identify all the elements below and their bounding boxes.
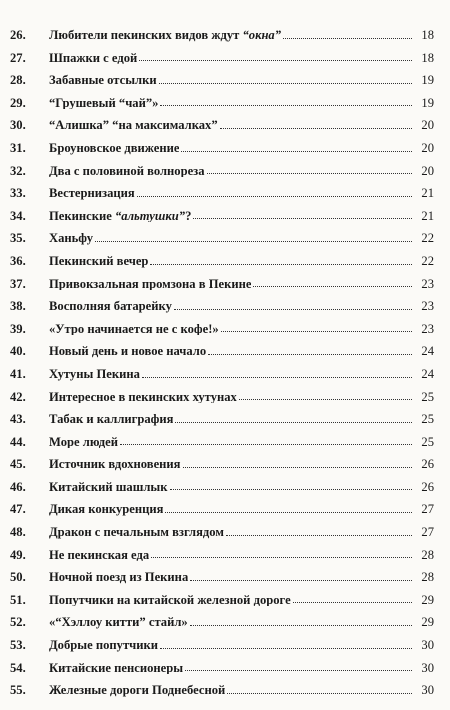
dot-leader: [159, 83, 412, 84]
toc-entry: [10, 652, 434, 675]
dot-leader: [95, 241, 412, 242]
dot-leader: [221, 331, 412, 332]
entry-page-number: 25: [421, 389, 434, 404]
entry-page-number: 22: [421, 253, 434, 268]
entry-title-suffix: ?: [185, 209, 192, 223]
entry-page-number: 25: [421, 412, 434, 427]
entry-title: [49, 616, 188, 629]
entry-title: [49, 119, 218, 132]
dot-leader: [160, 648, 412, 649]
entry-title: [49, 413, 173, 426]
entry-title: [49, 436, 118, 449]
entry-title-text: “Алишка” “на максималках”: [49, 119, 218, 132]
entry-number: 36.: [10, 253, 26, 268]
dot-leader: [253, 286, 412, 287]
entry-title: [49, 74, 157, 87]
entry-title: [49, 323, 219, 336]
entry-number: 43.: [10, 412, 26, 427]
dot-leader: [190, 580, 412, 581]
entry-page-number: 19: [421, 73, 434, 88]
entry-number: 46.: [10, 479, 26, 494]
toc-entry: [10, 358, 434, 381]
toc-entry: [10, 471, 434, 494]
entry-page-number: 23: [421, 321, 434, 336]
entry-title-text: Табак и каллиграфия: [49, 413, 174, 426]
entry-number: 42.: [10, 389, 26, 404]
entry-number: 29.: [10, 95, 26, 110]
entry-number: 31.: [10, 140, 26, 155]
entry-title-text: Любители пекинских видов ждут: [49, 29, 243, 42]
dot-leader: [220, 128, 412, 129]
entry-number: 49.: [10, 547, 26, 562]
entry-title: [49, 481, 168, 494]
entry-number: 45.: [10, 457, 26, 472]
entry-title: [49, 368, 140, 381]
entry-title-text: Вестернизация: [49, 187, 135, 200]
entry-title: [49, 662, 183, 675]
entry-title-text: Шпажки с едой: [49, 51, 138, 65]
entry-page-number: 30: [421, 660, 434, 675]
entry-page-number: 22: [421, 231, 434, 246]
dot-leader: [283, 38, 412, 39]
dot-leader: [183, 467, 413, 468]
dot-leader: [175, 422, 412, 423]
toc-entry: [10, 313, 434, 336]
entry-title: [49, 187, 135, 200]
entry-title-text: “Грушевый “чай”»: [49, 96, 159, 110]
entry-number: 50.: [10, 570, 26, 585]
entry-title: [49, 639, 158, 652]
entry-title: [49, 594, 291, 607]
toc-entry: [10, 177, 434, 200]
dot-leader: [293, 602, 412, 603]
entry-title: [49, 142, 179, 155]
entry-number: 40.: [10, 344, 26, 359]
toc-entry: [10, 493, 434, 516]
entry-number: 44.: [10, 434, 26, 449]
entry-number: 26.: [10, 28, 26, 42]
toc-entry: [10, 539, 434, 562]
entry-page-number: 19: [421, 95, 434, 110]
entry-title: [49, 97, 158, 110]
dot-leader: [137, 196, 412, 197]
table-of-contents: [10, 19, 434, 697]
entry-title-text: Не пекинская еда: [49, 548, 150, 562]
entry-title-text: Китайский шашлык: [49, 480, 168, 494]
toc-entry: [10, 155, 434, 178]
entry-title: [49, 210, 191, 223]
toc-entry: [10, 403, 434, 426]
dot-leader: [207, 173, 412, 174]
toc-entry: [10, 561, 434, 584]
entry-number: 35.: [10, 231, 26, 246]
entry-number: 38.: [10, 299, 26, 314]
dot-leader: [190, 625, 412, 626]
toc-entry: [10, 42, 434, 65]
entry-page-number: 21: [421, 208, 434, 223]
entry-page-number: 26: [421, 479, 434, 494]
entry-number: 34.: [10, 208, 26, 223]
entry-title-text: Интересное в пекинских хутунах: [49, 390, 237, 404]
entry-number: 28.: [10, 73, 26, 88]
dot-leader: [120, 444, 412, 445]
toc-entry: [10, 335, 434, 358]
entry-title: [49, 684, 225, 697]
entry-page-number: 27: [421, 502, 434, 517]
toc-entry: [10, 109, 434, 132]
entry-title: [49, 549, 149, 562]
entry-title-text: Дракон с печальным взглядом: [49, 526, 224, 539]
entry-title-text: Пекинские: [49, 209, 115, 223]
dot-leader: [174, 309, 412, 310]
entry-page-number: 20: [421, 118, 434, 133]
entry-title-text: Броуновское движение: [49, 141, 180, 155]
entry-number: 47.: [10, 502, 26, 517]
entry-title: [49, 255, 148, 268]
entry-page-number: 24: [421, 366, 434, 381]
toc-entry: [10, 674, 434, 697]
entry-page-number: 29: [421, 615, 434, 630]
entry-title-text: Дикая конкуренция: [49, 503, 164, 517]
entry-title-text: «Утро начинается не с кофе!»: [49, 322, 219, 336]
toc-entry: [10, 290, 434, 313]
toc-entry: [10, 64, 434, 87]
toc-entry: [10, 268, 434, 291]
entry-page-number: 30: [421, 683, 434, 698]
toc-entry: [10, 132, 434, 155]
toc-entry: [10, 222, 434, 245]
entry-number: 33.: [10, 186, 26, 201]
toc-entry: [10, 448, 434, 471]
dot-leader: [226, 535, 412, 536]
entry-page-number: 28: [421, 570, 434, 585]
entry-number: 51.: [10, 592, 26, 607]
entry-title-text: Восполняя батарейку: [49, 300, 172, 313]
dot-leader: [185, 670, 412, 671]
entry-title: [49, 345, 206, 358]
toc-entry: [10, 87, 434, 110]
entry-title: [49, 526, 224, 539]
toc-entry: [10, 606, 434, 629]
entry-title-text: Море людей: [49, 435, 118, 449]
toc-entry: [10, 516, 434, 539]
entry-number: 37.: [10, 276, 26, 291]
dot-leader: [239, 399, 412, 400]
entry-page-number: 23: [421, 299, 434, 314]
entry-title-text: Два с половиной волнореза: [49, 164, 205, 178]
toc-entry: [10, 19, 434, 42]
entry-number: 53.: [10, 638, 26, 653]
dot-leader: [227, 693, 412, 694]
entry-title-text: Источник вдохновения: [49, 458, 181, 471]
entry-title-text: Железные дороги Поднебесной: [49, 684, 226, 697]
entry-page-number: 26: [421, 457, 434, 472]
entry-number: 30.: [10, 118, 26, 133]
entry-title: [49, 232, 93, 245]
entry-title-text: Забавные отсылки: [49, 74, 157, 87]
entry-number: 55.: [10, 683, 26, 698]
entry-title-text: Новый день и новое начало: [49, 345, 207, 358]
entry-title-text: Пекинский вечер: [49, 254, 149, 268]
dot-leader: [208, 354, 412, 355]
toc-entry: [10, 381, 434, 404]
entry-page-number: 25: [421, 434, 434, 449]
entry-page-number: 30: [421, 638, 434, 653]
entry-page-number: 29: [421, 592, 434, 607]
entry-number: 27.: [10, 50, 26, 65]
entry-title-text: «“Хэллоу китти” стайл»: [49, 616, 188, 630]
entry-page-number: 21: [421, 186, 434, 201]
toc-entry: [10, 584, 434, 607]
dot-leader: [150, 264, 412, 265]
entry-title-text: Ночной поезд из Пекина: [49, 571, 189, 584]
entry-title-text: Добрые попутчики: [49, 639, 158, 652]
dot-leader: [139, 60, 412, 61]
toc-entry: [10, 200, 434, 223]
toc-entry: [10, 245, 434, 268]
entry-title: [49, 300, 172, 313]
entry-number: 39.: [10, 321, 26, 336]
entry-title-text: Ханьфу: [49, 232, 94, 245]
entry-title: [49, 503, 163, 516]
entry-title: [49, 52, 137, 65]
entry-page-number: 20: [421, 140, 434, 155]
entry-page-number: 27: [421, 525, 434, 540]
entry-title-emphasis: “окна”: [242, 29, 282, 42]
entry-title: [49, 458, 181, 471]
toc-entry: [10, 426, 434, 449]
dot-leader: [160, 105, 412, 106]
entry-title-text: Попутчики на китайской железной дороге: [49, 593, 291, 607]
entry-title: [49, 391, 237, 404]
dot-leader: [142, 377, 412, 378]
dot-leader: [170, 489, 412, 490]
dot-leader: [193, 218, 412, 219]
toc-entry: [10, 629, 434, 652]
entry-title-text: Хутуны Пекина: [49, 367, 140, 381]
dot-leader: [151, 557, 412, 558]
entry-page-number: 24: [421, 344, 434, 359]
entry-title: [49, 571, 188, 584]
entry-page-number: 18: [421, 28, 434, 42]
entry-title-text: Привокзальная промзона в Пекине: [49, 277, 252, 291]
entry-page-number: 28: [421, 547, 434, 562]
entry-number: 54.: [10, 660, 26, 675]
entry-page-number: 20: [421, 163, 434, 178]
entry-title-emphasis: “альтушки”: [115, 209, 186, 223]
entry-title: [49, 278, 251, 291]
entry-number: 41.: [10, 366, 26, 381]
dot-leader: [165, 512, 412, 513]
dot-leader: [181, 151, 412, 152]
entry-number: 32.: [10, 163, 26, 178]
entry-number: 48.: [10, 525, 26, 540]
entry-page-number: 18: [421, 50, 434, 65]
entry-title-text: Китайские пенсионеры: [49, 661, 184, 675]
entry-title: [49, 165, 205, 178]
entry-page-number: 23: [421, 276, 434, 291]
entry-number: 52.: [10, 615, 26, 630]
entry-title: [49, 29, 281, 42]
